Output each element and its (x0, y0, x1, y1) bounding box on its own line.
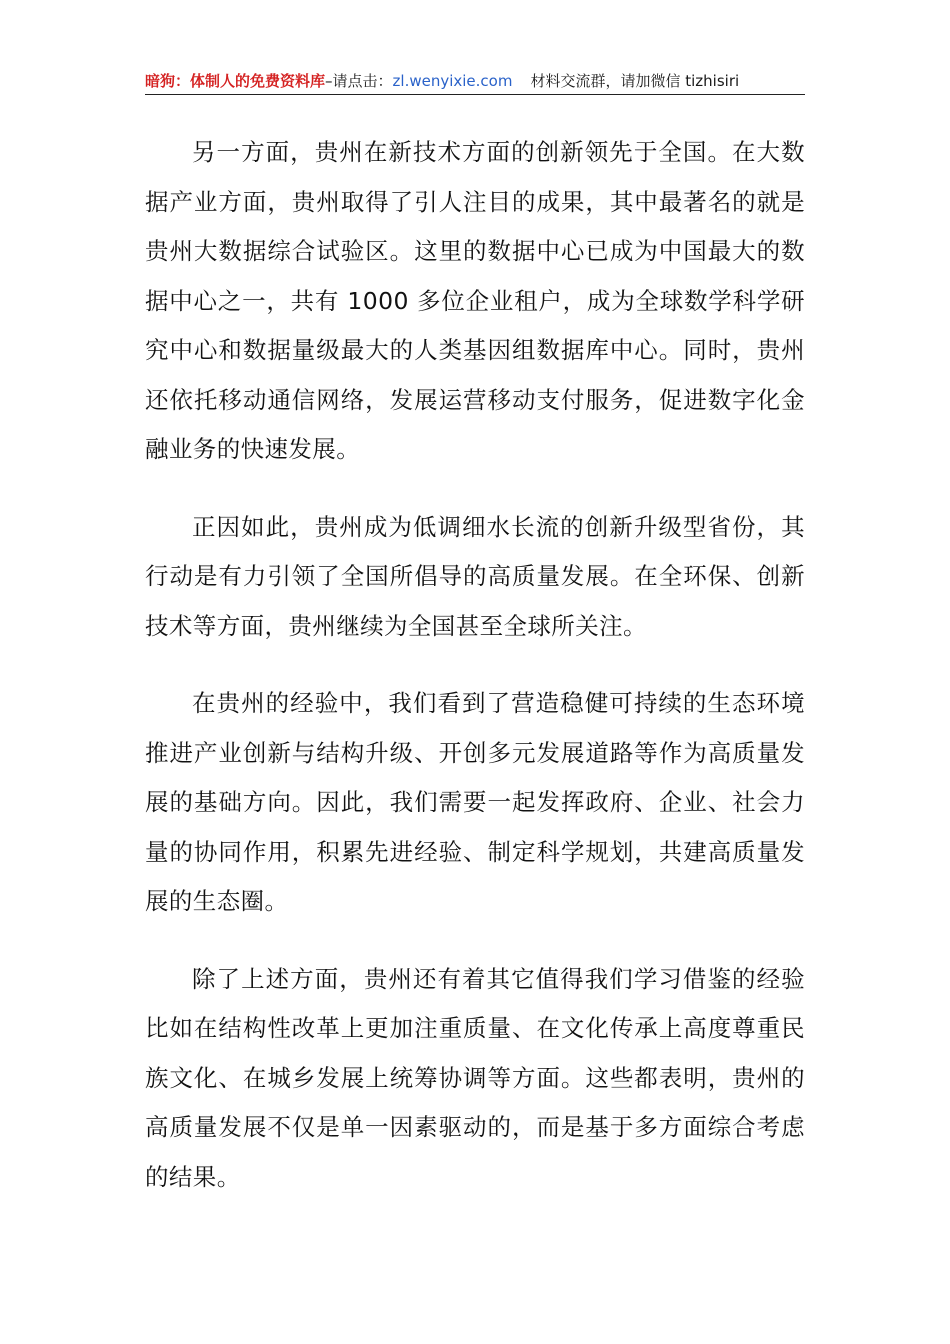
header-group-info: 材料交流群，请加微信 tizhisiri (530, 72, 740, 90)
header-click-prompt: –请点击： (325, 72, 393, 90)
header-site-link[interactable]: zl.wenyixie.com (392, 72, 513, 90)
paragraph-3: 在贵州的经验中，我们看到了营造稳健可持续的生态环境推进产业创新与结构升级、开创多元发展道路等作为高质量发展的基础方向。因此，我们需要一起发挥政府、企业、社会力量的协同作用，积累先进经验、制定科学规划，共建高质量发展的生态圈。 (145, 689, 805, 915)
header-brand: 暗狗：体制人的免费资料库 (145, 72, 326, 90)
paragraph-4: 除了上述方面，贵州还有着其它值得我们学习借鉴的经验比如在结构性改革上更加注重质量、在文化传承上高度尊重民族文化、在城乡发展上统筹协调等方面。这些都表明，贵州的高质量发展不仅是单一因素驱动的，而是基于多方面综合考虑的结果。 (145, 964, 805, 1191)
document-body (145, 128, 805, 1230)
page-header (145, 68, 805, 95)
paragraph-1: 另一方面，贵州在新技术方面的创新领先于全国。在大数据产业方面，贵州取得了引人注目的成果，其中最著名的就是贵州大数据综合试验区。这里的数据中心已成为中国最大的数据中心之一，共有 1000 多位企业租户，成为全球数学科学研究中心和数据量级最大的人类基因组数据库中心。同时，贵州还依托移动通信网络，发展运营移动支付服务，促进数字化金融业务的快速发展。 (145, 138, 805, 463)
paragraph-2: 正因如此，贵州成为低调细水长流的创新升级型省份，其行动是有力引领了全国所倡导的高质量发展。在全环保、创新技术等方面，贵州继续为全国甚至全球所关注。 (145, 512, 805, 640)
